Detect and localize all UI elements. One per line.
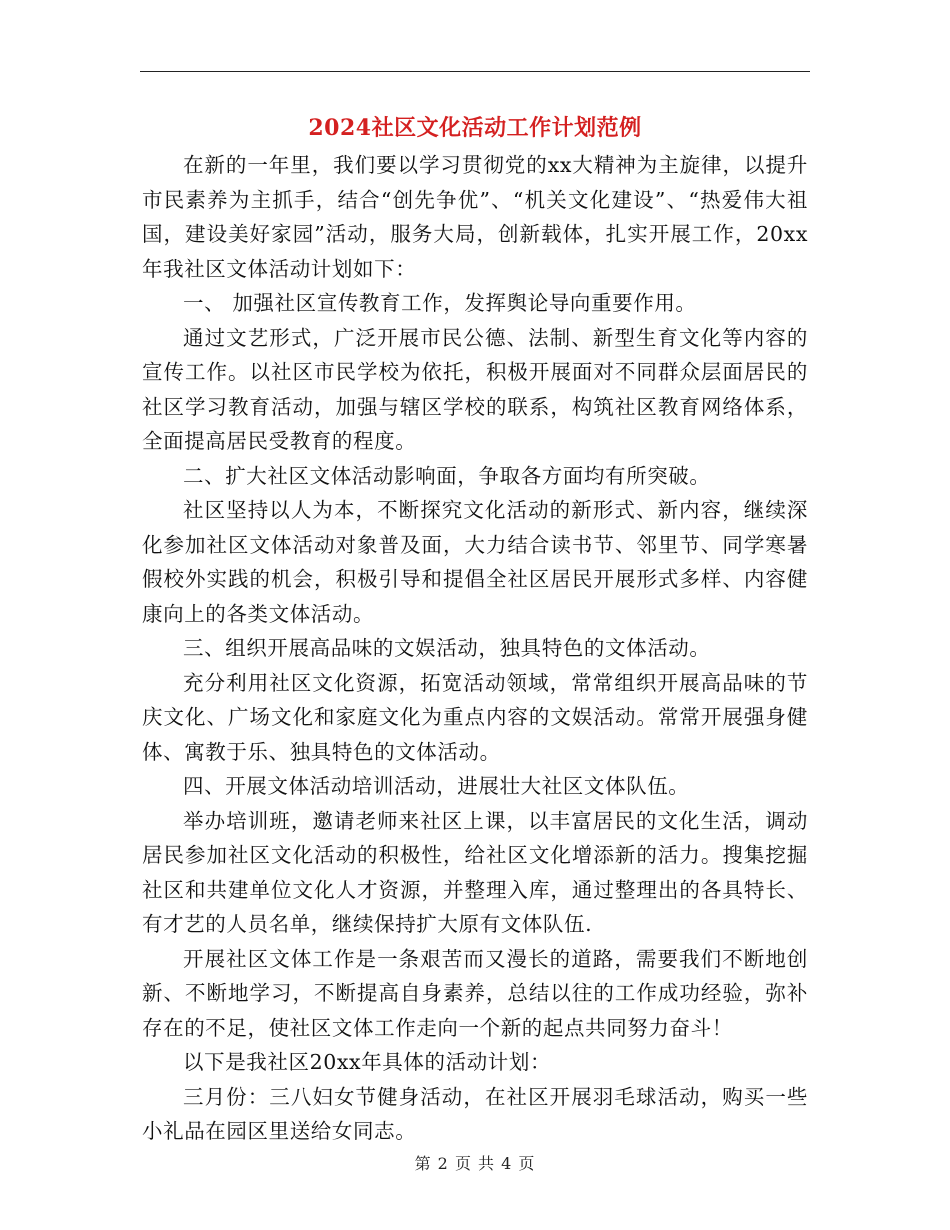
paragraph-plan-intro: 以下是我社区20xx年具体的活动计划： (183, 1050, 552, 1074)
paragraph-march-plan: 三月份：三八妇女节健身活动，在社区开展羽毛球活动，购买一些小礼品在园区里送给女同志。 (142, 1084, 808, 1143)
paragraph-section-2: 社区坚持以人为本，不断探究文化活动的新形式、新内容，继续深化参加社区文体活动对象普及面，大力结合读书节、邻里节、同学寒暑假校外实践的机会，积极引导和提倡全社区居民开展形式多样、内容健康向上的各类文体活动。 (142, 498, 808, 626)
paragraph-conclusion: 开展社区文体工作是一条艰苦而又漫长的道路，需要我们不断地创新、不断地学习，不断提高自身素养，总结以往的工作成功经验，弥补存在的不足，使社区文体工作走向一个新的起点共同努力奋斗！ (142, 946, 808, 1040)
paragraph-section-1: 通过文艺形式，广泛开展市民公德、法制、新型生育文化等内容的宣传工作。以社区市民学校为依托，积极开展面对不同群众层面居民的社区学习教育活动，加强与辖区学校的联系，构筑社区教育网络体系，全面提高居民受教育的程度。 (142, 325, 808, 453)
paragraph-section-3: 充分利用社区文化资源，拓宽活动领域，常常组织开展高品味的节庆文化、广场文化和家庭文化为重点内容的文娱活动。常常开展强身健体、寓教于乐、独具特色的文体活动。 (142, 670, 808, 764)
section-heading-3: 三、组织开展高品味的文娱活动，独具特色的文体活动。 (183, 636, 711, 660)
page-number-footer (140, 1152, 810, 1176)
section-heading-2: 二、扩大社区文体活动影响面，争取各方面均有所突破。 (183, 463, 711, 488)
header-rule (140, 71, 810, 72)
paragraph-intro: 在新的一年里，我们要以学习贯彻党的xx大精神为主旋律，以提升市民素养为主抓手，结合“创先争优”、“机关文化建设”、“热爱伟大祖国，建设美好家园”活动，服务大局，创新载体，扎实开展工作，20xx年我社区文体活动计划如下： (142, 153, 808, 281)
document-title: 2024社区文化活动工作计划范例 (308, 115, 642, 141)
document-body (142, 148, 808, 1149)
paragraph-section-4: 举办培训班，邀请老师来社区上课，以丰富居民的文化生活，调动居民参加社区文化活动的积极性，给社区文化增添新的活力。搜集挖掘社区和共建单位文化人才资源，并整理入库，通过整理出的各具特长、有才艺的人员名单，继续保持扩大原有文体队伍. (142, 808, 808, 936)
page-number-label: 第 2 页 共 4 页 (414, 1154, 536, 1173)
section-heading-4: 四、开展文体活动培训活动，进展壮大社区文体队伍。 (183, 774, 690, 798)
section-heading-1: 一、 加强社区宣传教育工作，发挥舆论导向重要作用。 (183, 291, 697, 315)
